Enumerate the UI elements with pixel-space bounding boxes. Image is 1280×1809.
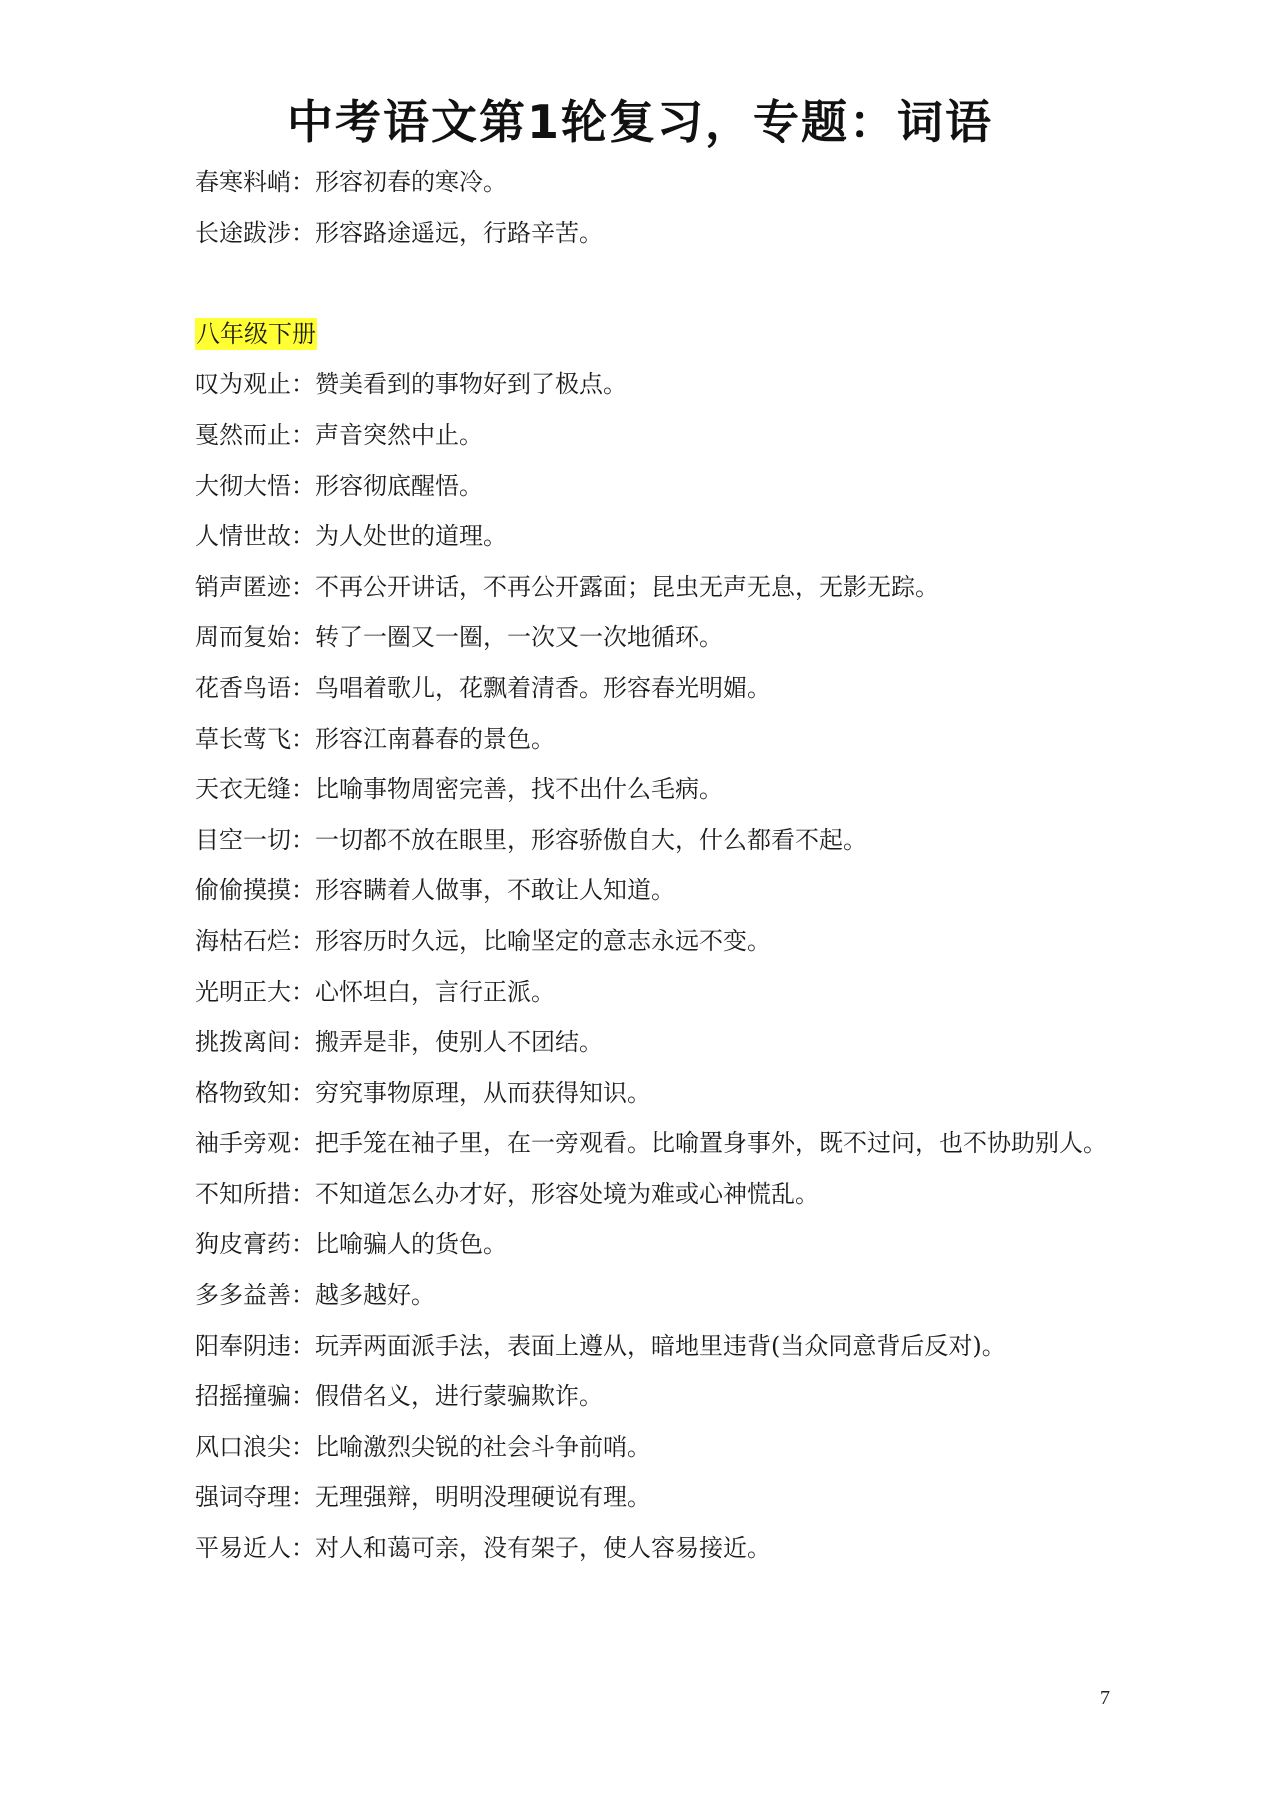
idiom-entry: 狗皮膏药：比喻骗人的货色。 xyxy=(195,1230,507,1259)
page-title: 中考语文第1轮复习，专题：词语 xyxy=(286,95,993,149)
idiom-entry: 招摇撞骗：假借名义，进行蒙骗欺诈。 xyxy=(195,1382,603,1411)
idiom-entry: 天衣无缝：比喻事物周密完善，找不出什么毛病。 xyxy=(195,775,723,804)
idiom-entry: 叹为观止：赞美看到的事物好到了极点。 xyxy=(195,370,627,399)
idiom-entry: 格物致知：穷究事物原理，从而获得知识。 xyxy=(195,1078,651,1107)
idiom-entry: 春寒料峭：形容初春的寒冷。 xyxy=(195,168,507,196)
idiom-entry: 袖手旁观：把手笼在袖子里，在一旁观看。比喻置身事外，既不过问，也不协助别人。 xyxy=(195,1129,1107,1158)
idiom-entry: 草长莺飞：形容江南暮春的景色。 xyxy=(195,724,555,753)
idiom-entry: 光明正大：心怀坦白，言行正派。 xyxy=(195,977,555,1006)
document-body xyxy=(195,157,1125,1574)
section-gap xyxy=(195,258,1125,309)
idiom-entry: 偷偷摸摸：形容瞒着人做事，不敢让人知道。 xyxy=(195,876,675,905)
idiom-entry: 目空一切：一切都不放在眼里，形容骄傲自大，什么都看不起。 xyxy=(195,825,867,854)
idiom-entry: 挑拨离间：搬弄是非，使别人不团结。 xyxy=(195,1028,603,1057)
idiom-entry: 不知所措：不知道怎么办才好，形容处境为难或心神慌乱。 xyxy=(195,1179,819,1208)
idiom-entry: 阳奉阴违：玩弄两面派手法，表面上遵从，暗地里违背(当众同意背后反对)。 xyxy=(195,1331,1006,1360)
section-entry-list xyxy=(195,359,1125,1573)
idiom-entry: 销声匿迹：不再公开讲话，不再公开露面；昆虫无声无息，无影无踪。 xyxy=(195,572,939,601)
page-number: 7 xyxy=(1100,1687,1110,1709)
idiom-entry: 风口浪尖：比喻激烈尖锐的社会斗争前哨。 xyxy=(195,1432,651,1461)
idiom-entry: 花香鸟语：鸟唱着歌儿，花飘着清香。形容春光明媚。 xyxy=(195,673,771,702)
idiom-entry: 海枯石烂：形容历时久远，比喻坚定的意志永远不变。 xyxy=(195,926,771,955)
idiom-entry: 大彻大悟：形容彻底醒悟。 xyxy=(195,471,483,500)
idiom-entry: 周而复始：转了一圈又一圈，一次又一次地循环。 xyxy=(195,623,723,652)
idiom-entry: 多多益善：越多越好。 xyxy=(195,1281,435,1310)
idiom-entry: 强词夺理：无理强辩，明明没理硬说有理。 xyxy=(195,1483,651,1512)
idiom-entry: 平易近人：对人和蔼可亲，没有架子，使人容易接近。 xyxy=(195,1534,771,1563)
idiom-entry: 戛然而止：声音突然中止。 xyxy=(195,420,483,449)
section-heading xyxy=(195,309,1125,360)
idiom-entry: 长途跋涉：形容路途遥远，行路辛苦。 xyxy=(195,218,603,247)
section-heading-highlight: 八年级下册 xyxy=(196,319,316,348)
idiom-entry: 人情世故：为人处世的道理。 xyxy=(195,522,507,551)
